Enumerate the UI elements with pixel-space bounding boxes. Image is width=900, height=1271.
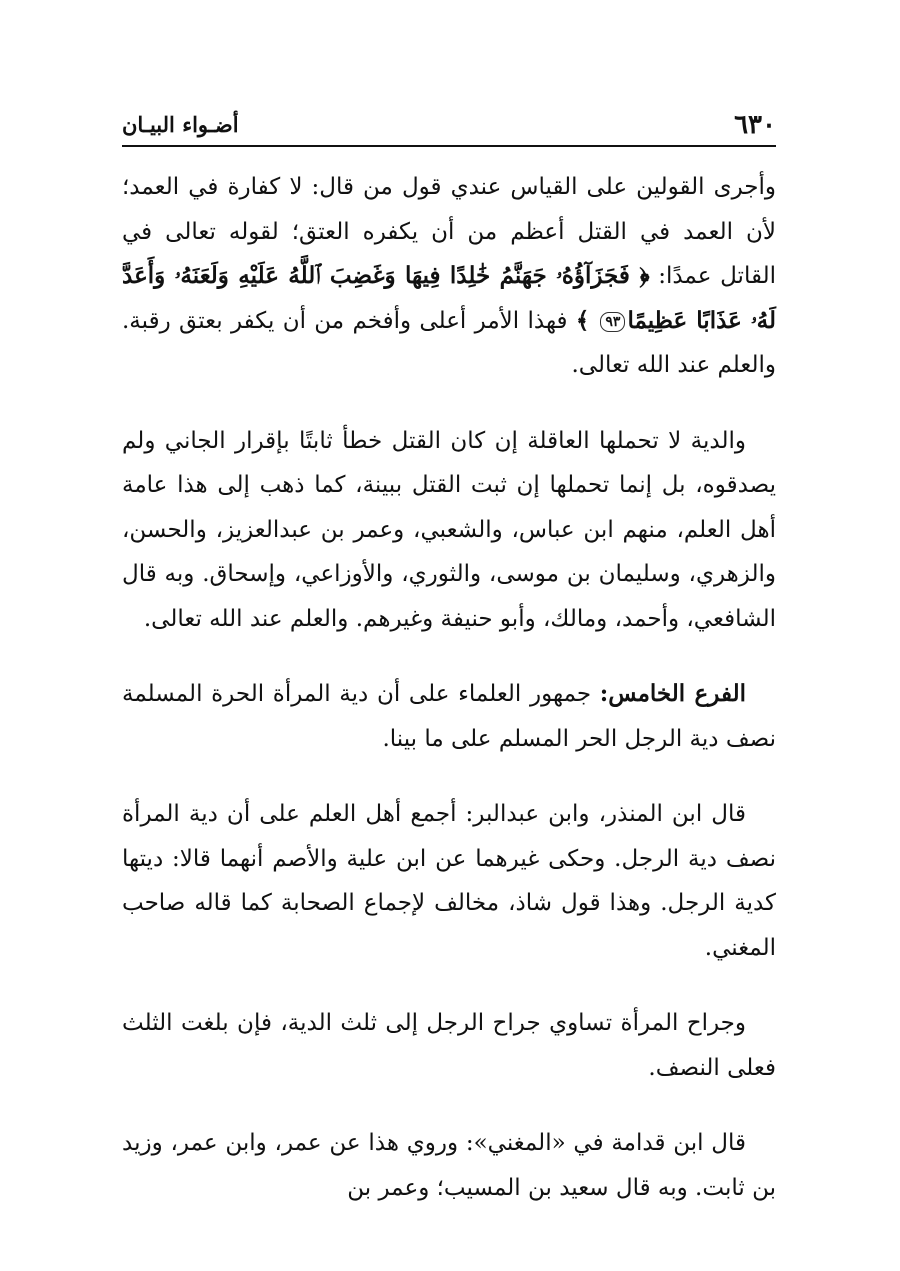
paragraph-ibn-qudama: قال ابن قدامة في «المغني»: وروي هذا عن عمر، وابن عمر، وزيد بن ثابت. وبه قال سعيد بن المسيب؛ وعمر بن xyxy=(122,1130,776,1201)
ayah-number-marker: ٩٣ xyxy=(600,312,625,332)
paragraph-kaffara-text: وأجرى القولين على القياس عندي قول من قال: لا كفارة في العمد؛ لأن العمد في القتل أعظم من أن يكفره العتق؛ لقوله تعالى في القاتل عمدًا: xyxy=(122,174,777,289)
paragraph-kaffara xyxy=(122,165,776,388)
page-body xyxy=(122,165,776,1241)
page-number: ٦٣٠ xyxy=(734,110,776,140)
branch-heading: الفرع الخامس: xyxy=(599,680,746,707)
quran-open-bracket: ﴿ xyxy=(639,262,650,289)
paragraph-fifth-branch xyxy=(122,672,776,761)
paragraph-ibn-mundhir: قال ابن المنذر، وابن عبدالبر: أجمع أهل العلم على أن دية المرأة نصف دية الرجل. وحكى غيرهما عن ابن علية والأصم أنهما قالا: ديتها كدية الرجل. وهذا قول شاذ، مخالف لإجماع الصحابة كما قاله صاحب المغني. xyxy=(122,801,776,961)
quran-verse-text: فَجَزَآؤُهُۥ جَهَنَّمُ خَٰلِدًا فِيهَا وَغَضِبَ ٱللَّهُ عَلَيْهِ وَلَعَنَهُۥ وَأَعَدَّ لَهُۥ عَذَابًا عَظِيمًا xyxy=(122,262,776,334)
paragraph-kaffara-conclusion: فهذا الأمر أعلى وأفخم من أن يكفر بعتق رقبة. والعلم عند الله تعالى. xyxy=(122,307,776,378)
page-header xyxy=(122,108,776,142)
paragraph-aqila: والدية لا تحملها العاقلة إن كان القتل خطأ ثابتًا بإقرار الجاني ولم يصدقوه، بل إنما تحملها إن ثبت القتل ببينة، كما ذهب إلى هذا عامة أهل العلم، منهم ابن عباس، والشعبي، وعمر بن عبدالعزيز، والحسن، والزهري، وسليمان بن موسى، والثوري، والأوزاعي، وإسحاق. وبه قال الشافعي، وأحمد، ومالك، وأبو حنيفة وغيرهم. والعلم عند الله تعالى. xyxy=(122,427,776,632)
paragraph-fifth-branch-text: جمهور العلماء على أن دية المرأة الحرة المسلمة نصف دية الرجل الحر المسلم على ما بينا. xyxy=(122,681,776,752)
quran-close-bracket: ﴾ xyxy=(575,306,590,334)
header-rule xyxy=(122,145,776,147)
paragraph-wounds: وجراح المرأة تساوي جراح الرجل إلى ثلث الدية، فإن بلغت الثلث فعلى النصف. xyxy=(122,1010,776,1081)
running-title: أضـواء البيـان xyxy=(122,112,239,137)
